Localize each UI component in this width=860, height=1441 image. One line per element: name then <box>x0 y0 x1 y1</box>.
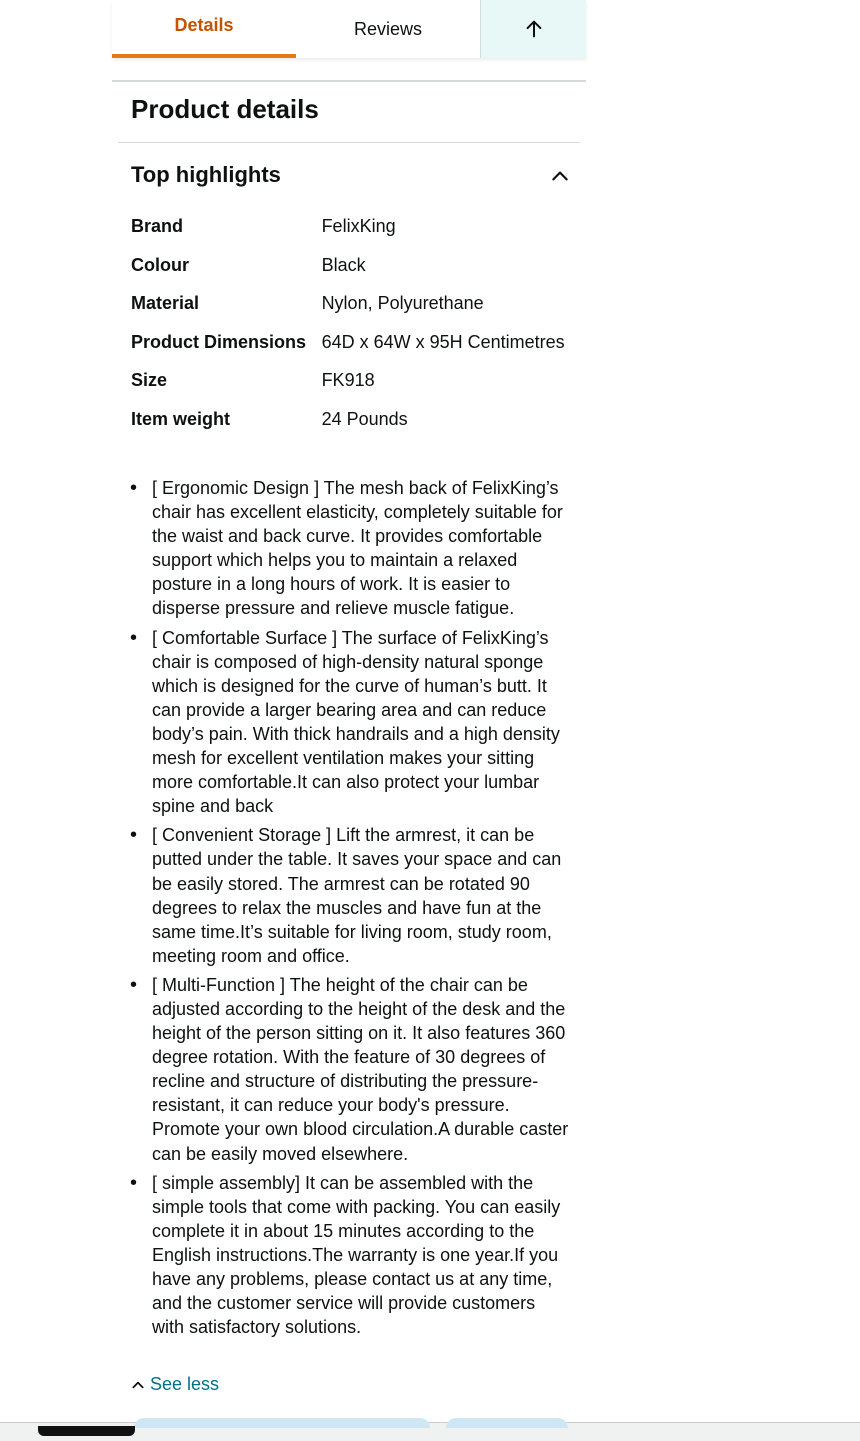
spec-row-dimensions <box>131 330 571 354</box>
spec-key: Product Dimensions <box>131 331 307 352</box>
spec-value: FK918 <box>321 370 375 391</box>
specs-table <box>131 214 571 446</box>
spec-value: Black <box>321 254 366 275</box>
spec-row-brand <box>131 214 571 238</box>
divider <box>118 142 580 143</box>
tab-details[interactable] <box>112 0 296 58</box>
tab-bar <box>112 0 586 58</box>
back-to-top-button[interactable] <box>480 0 586 58</box>
see-less-label: See less <box>150 1374 220 1394</box>
tab-reviews-label: Reviews <box>353 18 423 39</box>
feature-bullets <box>130 476 570 1344</box>
spec-value: 24 Pounds <box>321 408 408 429</box>
spec-key: Brand <box>131 216 184 236</box>
feature-bullet: • [ Ergonomic Design ] The mesh back of FelixKing’s chair has excellent elasticity, completely suitable for the waist and back curve. It provides comfortable support which helps you to maintain a relaxed posture in a long hours of work. It is easier to disperse pressure and relieve muscle fatigue. <box>130 476 570 621</box>
chevron-up-icon <box>550 166 570 186</box>
feature-bullet: • [ Multi-Function ] The height of the chair can be adjusted according to the height of the desk and the height of the person sitting on it. It also features 360 degree rotation. With the feature of 30 degrees of recline and structure of distributing the pressure-resistant, it can reduce your body's pressure. Promote your own blood circulation.A durable caster can be easily moved elsewhere. <box>130 973 570 1166</box>
bottom-action-button[interactable] <box>134 1418 430 1428</box>
spec-value: Nylon, Polyurethane <box>321 293 484 314</box>
spec-key: Material <box>131 293 200 314</box>
see-less-link[interactable] <box>131 1374 219 1395</box>
feature-bullet: • [ simple assembly] It can be assembled with the simple tools that come with packing. You can easily complete it in about 15 minutes according to the English instructions.The warranty is one year.If you have any problems, please contact us at any time, and the customer service will provide customers with satisfactory solutions. <box>130 1171 570 1340</box>
bottom-action-button[interactable] <box>446 1418 568 1428</box>
feature-bullet: • [ Convenient Storage ] Lift the armrest, it can be putted under the table. It saves your space and can be easily stored. The armrest can be rotated 90 degrees to relax the muscles and have fun at the same time.It’s suitable for living room, study room, meeting room and office. <box>130 823 570 968</box>
collapse-highlights-button[interactable] <box>546 162 574 190</box>
tab-details-label: Details <box>174 14 234 35</box>
spec-row-colour <box>131 253 571 277</box>
spec-key: Colour <box>131 254 189 275</box>
spec-key: Size <box>131 370 168 391</box>
spec-row-material <box>131 291 571 315</box>
spec-value: 64D x 64W x 95H Centimetres <box>321 331 565 352</box>
highlights-title: Top highlights <box>131 162 281 187</box>
spec-row-item-weight <box>131 407 571 431</box>
chevron-up-icon <box>131 1378 145 1392</box>
spec-value: FelixKing <box>321 216 396 236</box>
spec-row-size <box>131 368 571 392</box>
spec-key: Item weight <box>131 408 231 429</box>
arrow-up-icon <box>523 18 545 40</box>
tab-reviews[interactable] <box>296 0 480 58</box>
home-indicator <box>38 1426 135 1436</box>
active-tab-underline <box>112 54 296 58</box>
divider <box>112 80 586 82</box>
section-title: Product details <box>131 94 319 124</box>
feature-bullet: • [ Comfortable Surface ] The surface of FelixKing’s chair is composed of high-density natural sponge which is designed for the curve of human’s butt. It can provide a larger bearing area and can reduce body’s pain. With thick handrails and a high density mesh for excellent ventilation makes your sitting more comfortable.It can also protect your lumbar spine and back <box>130 626 570 819</box>
